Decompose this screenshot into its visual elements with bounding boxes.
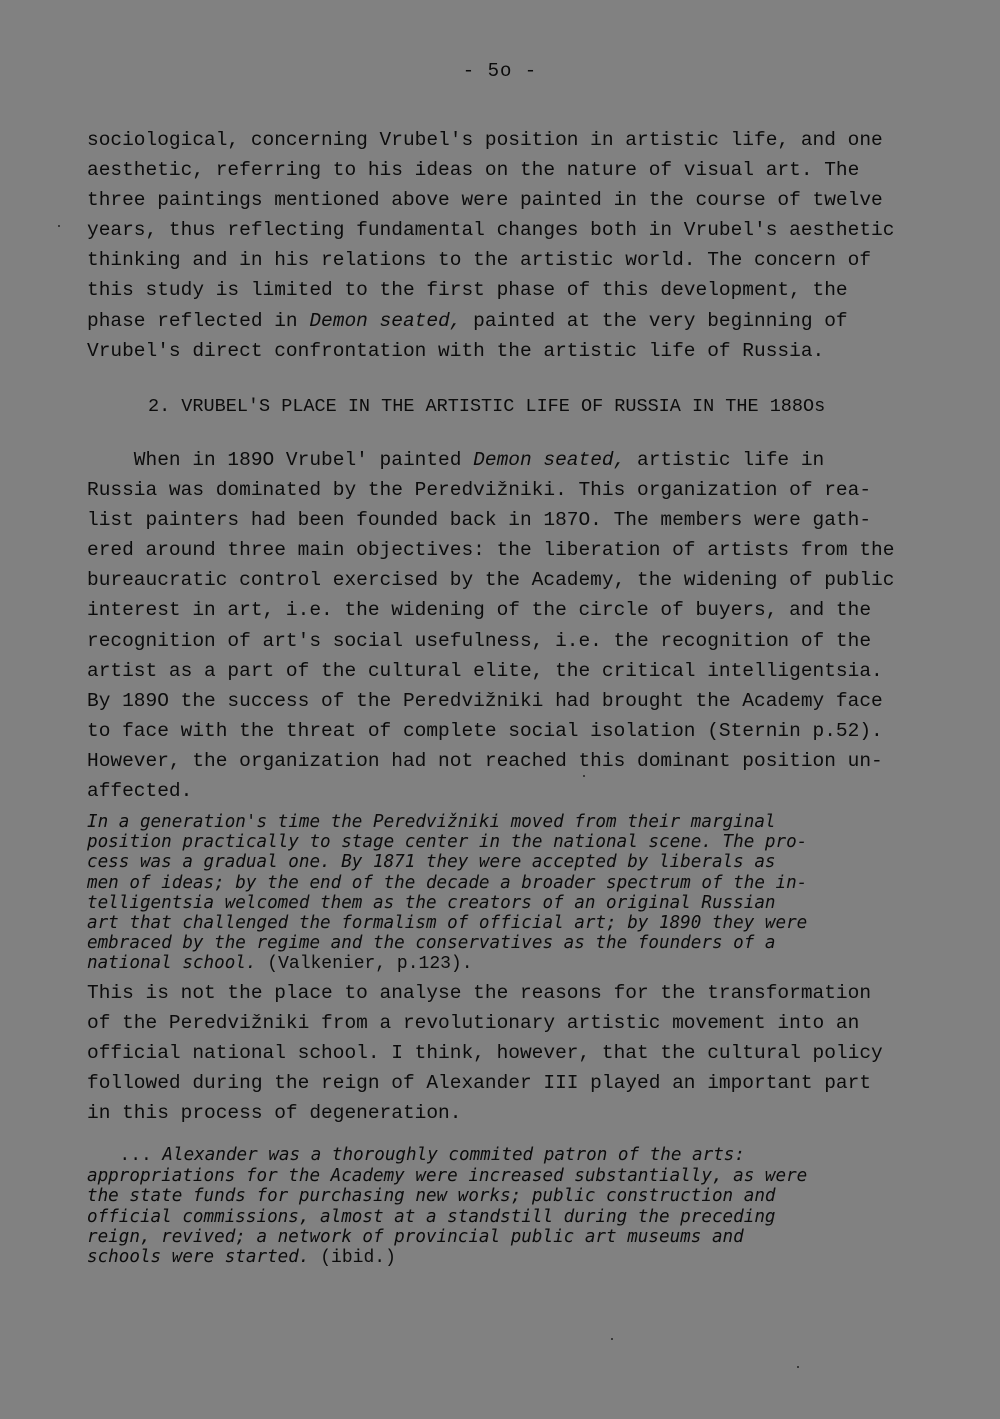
quote-line <box>87 953 927 974</box>
text-run: schools were started. <box>87 1247 310 1268</box>
quote-line: telligentsia welcomed them as the creators of an original Russian <box>87 892 776 913</box>
text-run: painted at the very beginning of <box>461 309 848 332</box>
scan-speck <box>611 1338 613 1340</box>
text-line: official national school. I think, however, that the cultural policy <box>87 1042 883 1065</box>
text-run: Alexander was a thoroughly commited patron of the arts: <box>151 1145 745 1165</box>
text-line: Russia was dominated by the Peredvižniki. This organization of rea- <box>87 479 872 502</box>
quote-line: official commissions, almost at a standstill during the preceding <box>87 1206 776 1227</box>
text-line: This is not the place to analyse the reasons for the transformation <box>87 982 872 1004</box>
text-line: followed during the reign of Alexander III played an important part <box>87 1072 872 1095</box>
quote-line: reign, revived; a network of provincial public art museums and <box>87 1226 744 1247</box>
text-line: thinking and in his relations to the artistic world. The concern of <box>87 249 872 272</box>
text-line: aesthetic, referring to his ideas on the nature of visual art. The <box>87 159 860 182</box>
text-line: By 189O the success of the Peredvižniki had brought the Academy face <box>87 689 883 712</box>
text-line: bureaucratic control exercised by the Academy, the widening of public <box>87 569 895 592</box>
quote-line: cess was a gradual one. By 1871 they were accepted by liberals as <box>87 852 776 873</box>
quote-line: position practically to stage center in the national scene. The pro- <box>87 832 808 853</box>
quote-line: art that challenged the formalism of official art; by 1890 they were <box>87 913 808 934</box>
paragraph-2 <box>87 445 927 806</box>
text-line: to face with the threat of complete social isolation (Sternin p.52). <box>87 719 883 742</box>
quote-line: the state funds for purchasing new works; public construction and <box>87 1186 776 1207</box>
text-line: this study is limited to the first phase of this development, the <box>87 279 848 302</box>
text-line: in this process of degeneration. <box>87 1102 462 1125</box>
text-line: of the Peredvižniki from a revolutionary artistic movement into an <box>87 1012 860 1035</box>
text-line: ered around three main objectives: the liberation of artists from the <box>87 539 895 562</box>
block-quote-2 <box>87 1145 927 1268</box>
text-line: three paintings mentioned above were painted in the course of twelve <box>87 189 883 212</box>
page-number: - 5o - <box>462 60 538 82</box>
quote-line <box>87 1247 927 1268</box>
text-line: affected. <box>87 780 193 803</box>
paragraph-3 <box>87 978 927 1128</box>
text-line: sociological, concerning Vrubel's position in artistic life, and one <box>87 129 883 151</box>
quote-line: appropriations for the Academy were increased substantially, as were <box>87 1166 808 1187</box>
text-run: artistic life in <box>625 449 825 471</box>
text-line: list painters had been founded back in 187O. The members were gath- <box>87 509 872 532</box>
section-heading: 2. VRUBEL'S PLACE IN THE ARTISTIC LIFE OF RUSSIA IN THE 188Os <box>148 396 826 417</box>
scan-speck <box>583 775 585 777</box>
painting-title: Demon seated, <box>309 309 462 332</box>
quote-line: men of ideas; by the end of the decade a broader spectrum of the in- <box>87 872 808 893</box>
paragraph-1 <box>87 125 927 366</box>
painting-title: Demon seated, <box>473 449 626 471</box>
text-run: national school. <box>87 953 257 974</box>
citation: (Valkenier, p.123). <box>256 954 473 975</box>
text-run: When in 189O Vrubel' painted <box>87 449 474 471</box>
text-line: recognition of art's social usefulness, i.e. the recognition of the <box>87 629 872 652</box>
text-line: Vrubel's direct confrontation with the artistic life of Russia. <box>87 339 825 362</box>
text-run: phase reflected in <box>87 309 310 332</box>
quote-line: embraced by the regime and the conservatives as the founders of a <box>87 933 776 954</box>
citation: (ibid.) <box>309 1248 396 1269</box>
quote-line <box>87 1145 927 1166</box>
ellipsis: ... <box>87 1146 152 1166</box>
scan-speck <box>797 1366 799 1368</box>
text-line <box>87 306 927 336</box>
text-line: However, the organization had not reached this dominant position un- <box>87 749 883 772</box>
text-line: artist as a part of the cultural elite, the critical intelligentsia. <box>87 659 883 682</box>
text-line <box>87 445 927 475</box>
text-line: years, thus reflecting fundamental changes both in Vrubel's aesthetic <box>87 219 895 242</box>
block-quote-1 <box>87 812 927 975</box>
quote-line: In a generation's time the Peredvižniki moved from their marginal <box>87 812 776 832</box>
scan-speck <box>58 225 60 227</box>
text-line: interest in art, i.e. the widening of the circle of buyers, and the <box>87 599 872 622</box>
